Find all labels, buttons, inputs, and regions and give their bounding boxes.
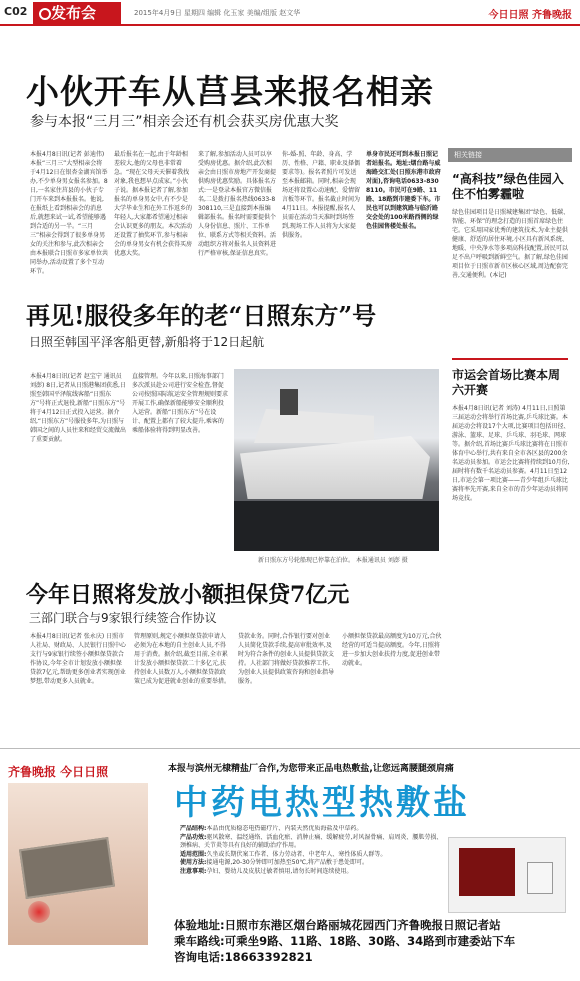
related-links-tag: 相关链接	[448, 148, 572, 162]
ad-intro: 本报与滨州无棣精盐厂合作,为您带来正品电热敷盐,让您远离腰腿颈肩痛	[168, 764, 454, 774]
section-label: 发布会	[33, 2, 121, 24]
story1-headline: 小伙开车从莒县来报名相亲	[26, 72, 434, 111]
sidebar-item1-body: 绿色佳园项目是日照城建集团“绿色、低碳、智能、环保”的理念打造的日照首席绿色住宅。它采用国家优秀的建筑技术,为业主提供健康、舒适的居住环境,小区具有新风系统、地暖、中央净水等多项高科技配置,居民可以足不出户呼吸到新鲜空气。据了解,绿色佳园项目位于日照市新市区核心区域,周边配套完善,交通便利。(本记)	[452, 209, 570, 279]
story2-body	[30, 372, 228, 570]
sidebar-item2-body: 本报4月8日讯(记者 刘涛) 4月11日,日照第三届运动会将举行首场比赛,乒乓球比赛。本届运动会将设17个大项,比赛项目包括田径、游泳、篮球、足球、乒乓球、羽毛球、网球等。据介绍,首场比赛乒乓球比赛将在日照市体育中心举行,共有来自全市各区县的200余名运动员参加。市运会比赛将持续到10月份,届时将有数千名运动员参赛。4月11日至12日,市运会第一项比赛——青少年组乒乓球比赛将率先开赛,来自全市的青少年运动员将同场竞技。	[452, 405, 570, 502]
ad-details	[180, 825, 444, 911]
story1-col: 来了解,参加活动人员可以享受购房优惠。据介绍,此次相亲会由日照市房地产开发商提供购房优惠奖励。具体报名方式:一是登录本报官方微信报名,二是拨打报名热线0633-8308110,三是直接到本报编辑部报名。报名时需要提供个人身份信息、照片、工作单位、联系方式等相关资料。活动组织方将对报名人员资料进行严格审核,保证信息真实。	[198, 151, 276, 257]
edition-meta: 2015年4月9日 星期四 编辑 化玉家 美编/组版 赵文华	[134, 9, 301, 17]
story2-col: 直接管理。今年以来,日照海事部门多次派员赴公司进行安全检查,督促公司按照国际航运安全管理规则要求开展工作,确保新船能够安全顺利投入运营。新船“日照东方”号在设计、配置上都有了较大提升,乘客的乘船体验将得到明显改善。	[132, 373, 228, 434]
ad-detail-row: 产品结构:本品由优质稳态电热磁疗片、内装天然优质海盐及中草药。	[180, 825, 363, 832]
story3-col: 本报4月8日讯(记者 张永庆) 日照市人社局、财政局、人民银行日照中心支行与9家银行续签小额担保贷款合作协议,今年全市计划发放小额担保贷款7亿元,帮助更多创业者实现创业梦想,带动更多人员就业。	[30, 633, 126, 685]
ad-contact	[174, 917, 515, 965]
story3-col: 贷款业务。同时,合作银行要对创业人员简化贷款手续,提高审批效率,及时为符合条件的创业人员提供贷款支持。人社部门将做好贷款推荐工作,为创业人员提供政策咨询和创业指导服务。	[238, 633, 334, 685]
story3-col: 小额担保贷款最高额度为10万元,合伙经营的可适当提高额度。今年,日照将进一步加大创业扶持力度,促进创业带动就业。	[342, 633, 442, 667]
story3-body	[30, 632, 442, 738]
page-number: C02	[4, 5, 28, 18]
story3-headline: 今年日照将发放小额担保贷7亿元	[26, 582, 350, 608]
ad-detail-row: 注意事项:孕妇、婴幼儿及皮肤过敏者慎用,请勿长时间连续使用。	[180, 867, 353, 875]
story2-col: 本报4月8日讯(记者 赵宝宁 通讯员 刘澎) 8日,记者从日照港集团获悉,日照至韩国平泽航线客船“日照东方”号将正式退役,新船“日照东方”号将于4月12日正式投入运营。据介绍,“日照东方”号服役多年,为日照与韩国之间的人员往来和经贸交流做出了重要贡献。	[30, 373, 126, 443]
divider	[452, 358, 568, 360]
ad-detail-row: 产品功效:驱风散寒、温经通络、活血化瘀、消肿止痛、缓解疲劳,对风湿骨痛、肩周炎、腰肌劳损、颈椎病、关节炎等具有良好的辅助治疗作用。	[180, 833, 443, 850]
brand-logo: 今日日照 齐鲁晚报	[488, 10, 572, 21]
story1-col: 你-婚-照、年龄、身高、学历、性格、户籍、职业及择偶要求等)。报名者照片可发送至本报邮箱。同时,相亲会现场还将设置心动速配、爱情留言板等环节。报名截止时间为4月11日。本报提醒,报名人员需在活动当天准时到场签到,现场工作人员将为大家提供服务。	[282, 151, 360, 239]
ad-detail-row: 使用方法:接通电源,20-30分钟即可加热至50℃,将产品敷于患处即可。	[180, 859, 369, 867]
story1-col: 单身市民还可到本报日照记者站报名。地址:烟台路与威海路交汇处(日照东港市政府对面),咨询电话0633-8308110。市民可在9路、11路、18路到市建委下车。市民也可以到建筑路与临沂路交会处的100米路西侧的绿色佳园售楼处报名。	[366, 151, 441, 230]
ad-photo	[8, 783, 148, 945]
story1-col: 本报4月8日讯(记者 彭迪伟) 本报“三月三”大型相亲会将于4月12日在银杏金湖宾馆举办,不少单身男女报名参加。8日,一名家住莒县的小伙子专门开车来到本报报名。他说,在报纸上看到相亲会的消息后,就想来试一试,希望能够遇到合适的另一半。“三月三”相亲会得到了很多单身男女的关注和参与,此次相亲会由本报联合日照市多家单位共同举办,活动设置了多个互动环节。	[30, 151, 108, 275]
story3-col: 管理原则,规定小额担保贷款申请人必须为在本地的自主创业人员,不得用于消费。据介绍,截至目前,全市累计发放小额担保贷款二十多亿元,扶持创业人员数万人,小额担保贷款政策已成为促进就业创业的重要举措。	[134, 633, 230, 685]
ad-address: 体验地址:日照市东港区烟台路丽城花园西门齐鲁晚报日照记者站	[174, 918, 501, 932]
story2-subhead: 日照至韩国平泽客船更替,新船将于12日起航	[29, 335, 265, 349]
ship-photo	[234, 369, 439, 551]
ad-route: 乘车路线:可乘坐9路、11路、18路、30路、34路到市建委站下车	[174, 934, 516, 948]
story3-subhead: 三部门联合与9家银行续签合作协议	[29, 611, 217, 625]
product-photo	[448, 837, 566, 913]
ad-phone: 咨询电话:18663392821	[174, 950, 313, 964]
story1-body	[30, 150, 442, 282]
sidebar-item2-title: 市运会首场比赛本周六开赛	[452, 368, 561, 397]
story1-col: 最后报名在一起,由于年龄相差较大,他的父母也非常着急。“现在父母天天催着我找对象,我也想早点成家。”小伙子说。据本报记者了解,参加报名的单身男女中,有不少是大学毕业生和在外工作返乡的年轻人,大家都希望通过相亲会认识更多的朋友。本次活动还设置了抽奖环节,参与相亲会的单身男女有机会获得买房优惠大奖。	[114, 151, 192, 257]
ad-title: 中药电热型热敷盐	[174, 783, 470, 823]
ad-logo: 齐鲁晚报 今日日照	[8, 765, 109, 779]
page-header	[0, 0, 580, 26]
related-links-column	[448, 148, 572, 733]
advertisement	[0, 748, 580, 981]
ad-detail-row: 适用范围:久坐或长期伏案工作者、体力劳动者、中老年人、寒性体质人群等。	[180, 850, 387, 858]
story1-subhead: 参与本报“三月三”相亲会还有机会获买房优惠大奖	[30, 114, 339, 130]
story2-headline: 再见!服役多年的老“日照东方”号	[26, 301, 377, 330]
photo-caption: 新日照东方号轮船现已停靠在泊位。 本报通讯员 刘澎 摄	[258, 557, 408, 564]
sidebar-item1-title: “高科技”绿色佳园入住不怕雾霾啦	[452, 172, 564, 201]
